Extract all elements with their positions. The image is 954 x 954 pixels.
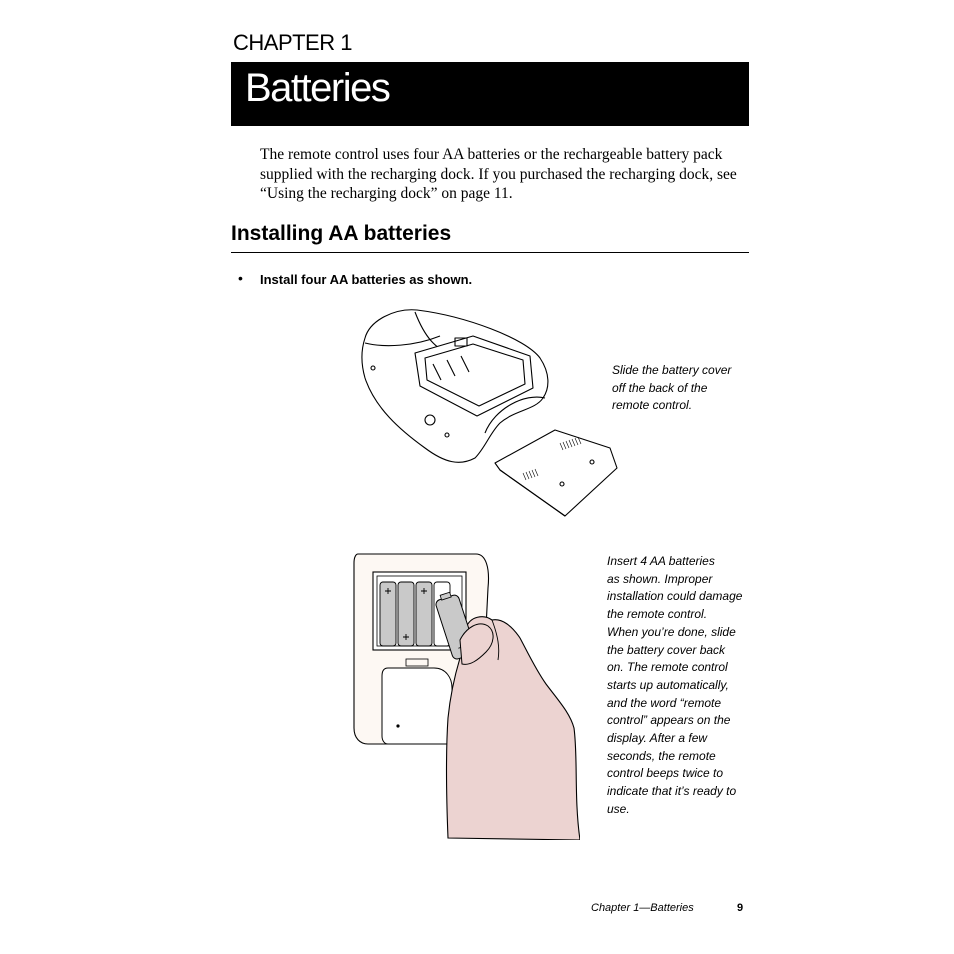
caption-line: the battery cover back xyxy=(607,642,726,657)
caption-line: and the word “remote xyxy=(607,695,722,710)
section-heading: Installing AA batteries xyxy=(231,222,452,245)
intro-line: The remote control uses four AA batteries or the rechargeable battery pack xyxy=(260,146,723,163)
caption-line: starts up automatically, xyxy=(607,677,729,692)
figure-caption-2 xyxy=(607,553,747,819)
battery-cover-illustration xyxy=(355,298,627,520)
caption-line: control beeps twice to xyxy=(607,766,724,781)
section-divider xyxy=(231,252,749,253)
caption-line: When you’re done, slide xyxy=(607,624,736,639)
bullet-icon: • xyxy=(238,270,243,286)
footer-running-title: Chapter 1—Batteries xyxy=(591,902,694,914)
caption-line: control” appears on the xyxy=(607,713,731,728)
caption-line: on. The remote control xyxy=(607,660,728,675)
caption-line: as shown. Improper xyxy=(607,571,713,586)
chapter-title-bar xyxy=(231,62,749,126)
caption-line: remote control. xyxy=(612,398,693,413)
intro-line: supplied with the recharging dock. If you purchased the recharging dock, see xyxy=(260,165,737,183)
chapter-title: Batteries xyxy=(245,66,390,110)
caption-line: Insert 4 AA batteries xyxy=(607,554,715,568)
caption-line: Slide the battery cover xyxy=(612,363,732,377)
intro-line: “Using the recharging dock” on page 11. xyxy=(260,185,513,202)
step-instruction: Install four AA batteries as shown. xyxy=(260,272,473,287)
intro-paragraph xyxy=(260,145,750,204)
caption-line: use. xyxy=(607,801,630,816)
page-number: 9 xyxy=(737,902,744,914)
figure-caption-1 xyxy=(612,362,752,415)
chapter-label: CHAPTER 1 xyxy=(233,30,352,55)
caption-line: display. After a few xyxy=(607,731,708,746)
caption-line: off the back of the xyxy=(612,380,708,395)
caption-line: indicate that it’s ready to xyxy=(607,784,737,799)
caption-line: seconds, the remote xyxy=(607,748,716,763)
caption-line: the remote control. xyxy=(607,607,708,622)
caption-line: installation could damage xyxy=(607,589,743,604)
insert-batteries-illustration xyxy=(348,548,580,840)
